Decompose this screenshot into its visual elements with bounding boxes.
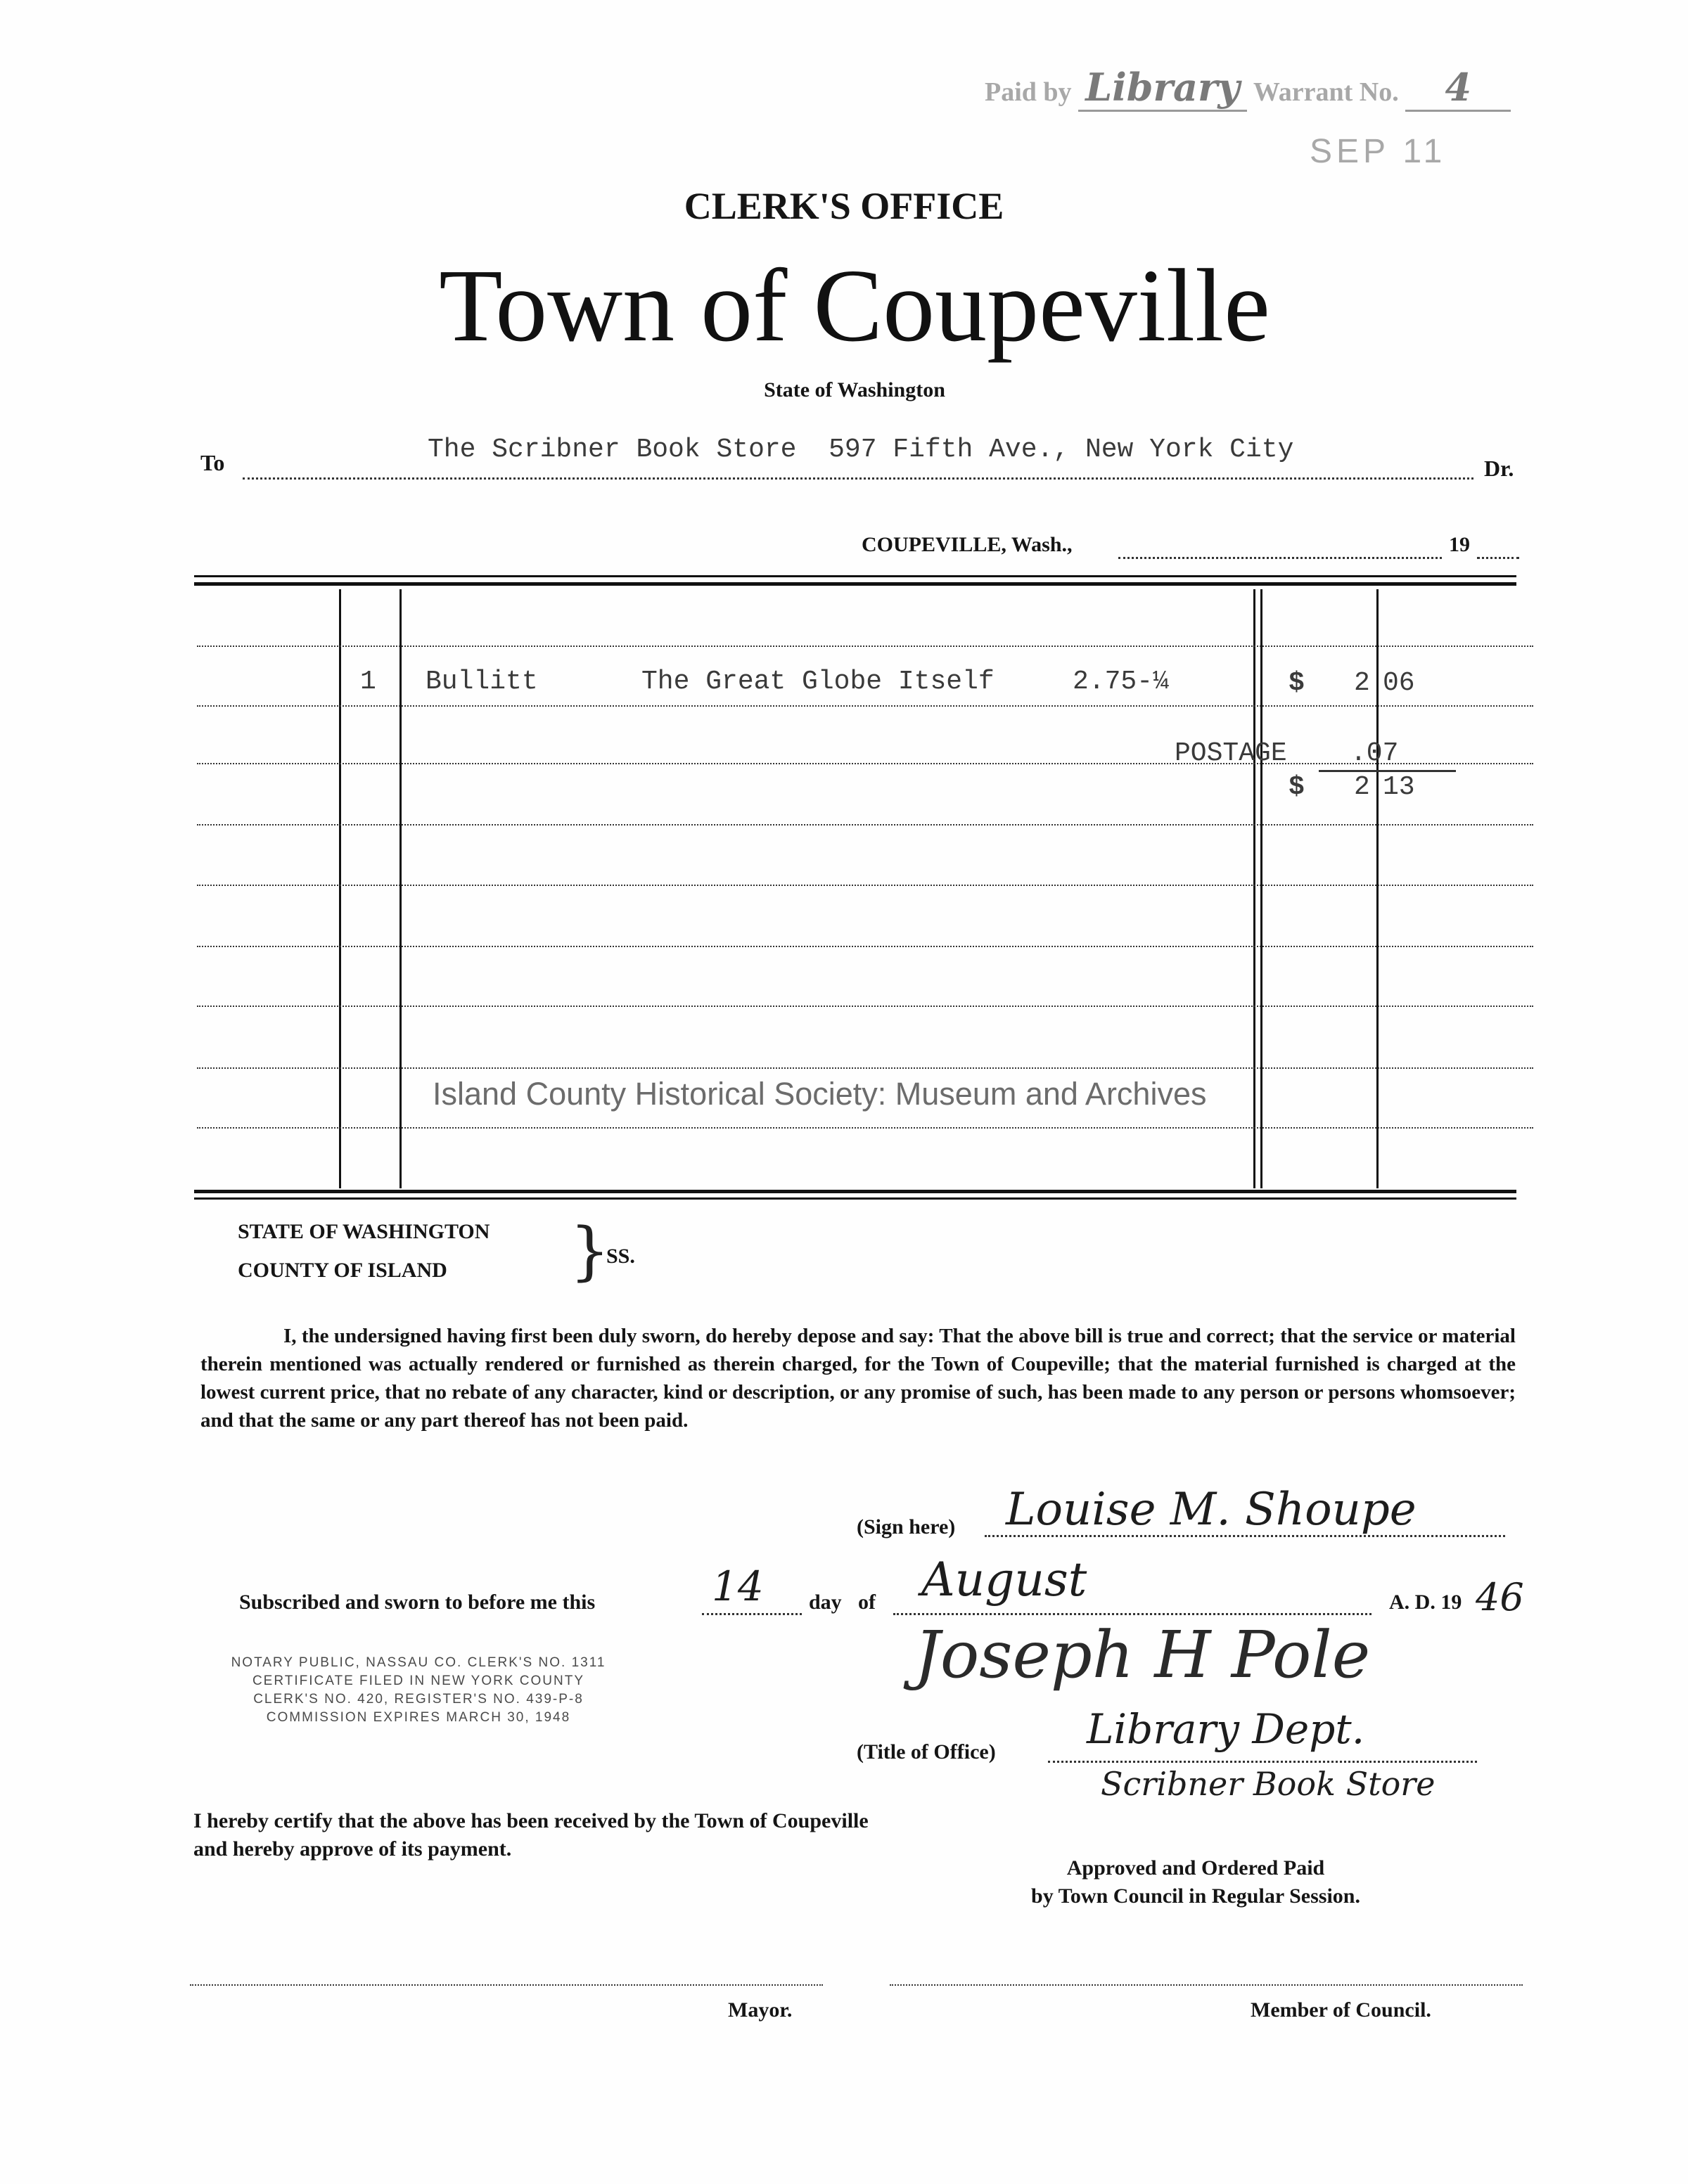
item-author: Bullitt [426, 667, 538, 697]
table-row-line [197, 1067, 1533, 1069]
sworn-ad-label: A. D. 19 [1389, 1591, 1462, 1614]
table-bottom-rule [194, 1190, 1516, 1193]
sworn-day: 14 [712, 1562, 764, 1610]
item-dollars: 2 [1354, 668, 1370, 698]
cents-column-divider [1376, 589, 1379, 1188]
year-prefix: 19 [1449, 533, 1470, 556]
dr-label: Dr. [1484, 456, 1514, 481]
description-column-divider [399, 589, 402, 1188]
year-line [1477, 529, 1519, 559]
table-row-line [197, 705, 1533, 707]
date-line [1118, 529, 1442, 559]
sworn-year: 46 [1476, 1575, 1524, 1619]
affidavit-text: I, the undersigned having first been duly sworn, do hereby depose and say: That the above bill is true and correct; that the service or material therein mentioned was actually rendered or furnished as therein charged, for the Town of Coupeville; that the material furnished is charged at the lowest current price, that no rebate of any character, kind or description, or any promise of such, has been made to any person or persons whomsoever; and that the same or any part thereof has not been paid. [200, 1325, 1516, 1432]
table-row-line [197, 824, 1533, 826]
postage-cents: .07 [1350, 738, 1399, 769]
item-price: 2.75-¼ [1073, 667, 1169, 697]
notary-line-1: NOTARY PUBLIC, NASSAU CO. CLERK'S NO. 1311 [231, 1655, 606, 1670]
notary-line-3: CLERK'S NO. 420, REGISTER'S NO. 439-P-8 [253, 1692, 584, 1707]
title-of-office-label: (Title of Office) [857, 1740, 996, 1764]
table-row-line [197, 1006, 1533, 1007]
table-row-line [197, 946, 1533, 947]
state-subtitle: State of Washington [764, 378, 945, 402]
table-top-rule [194, 575, 1516, 577]
certify-text: I hereby certify that the above has been received by the Town of Coupeville and hereby approve of its payment. [193, 1809, 869, 1861]
mayor-signature-line [190, 1984, 823, 1986]
item-currency: $ [1289, 668, 1305, 698]
table-top-rule-2 [194, 582, 1516, 586]
item-qty: 1 [360, 667, 376, 697]
payee-value: The Scribner Book Store 597 Fifth Ave., New York City [428, 435, 1294, 465]
sworn-day-label: day [809, 1591, 842, 1614]
paid-by-label: Paid by [985, 77, 1072, 107]
to-label: To [200, 450, 225, 475]
approved-line-1: Approved and Ordered Paid [1066, 1856, 1325, 1880]
item-title: The Great Globe Itself [641, 667, 995, 697]
affiant-signature: Louise M. Shoupe [1006, 1484, 1417, 1536]
venue-ss: SS. [606, 1245, 635, 1268]
sign-here-label: (Sign here) [857, 1515, 956, 1539]
council-label: Member of Council. [1251, 1998, 1431, 2022]
date-place: COUPEVILLE, Wash., [862, 533, 1073, 556]
total-currency: $ [1289, 772, 1305, 802]
approved-line-2: by Town Council in Regular Session. [1031, 1884, 1360, 1908]
venue-county: COUNTY OF ISLAND [238, 1259, 447, 1282]
warrant-label: Warrant No. [1253, 77, 1399, 107]
table-row-line [197, 645, 1533, 647]
amount-column-divider-2 [1260, 589, 1262, 1188]
sworn-month: August [921, 1553, 1087, 1607]
table-bottom-rule-2 [194, 1197, 1516, 1200]
archive-watermark: Island County Historical Society: Museum and Archives [433, 1076, 1207, 1112]
mayor-label: Mayor. [728, 1998, 793, 2022]
qty-column-divider [339, 589, 341, 1188]
total-cents: 13 [1383, 772, 1415, 802]
notary-line-4: COMMISSION EXPIRES MARCH 30, 1948 [266, 1710, 571, 1725]
venue-state: STATE OF WASHINGTON [238, 1220, 490, 1243]
venue-brace: } [570, 1214, 610, 1288]
notary-stamp [190, 1654, 647, 1727]
amount-column-divider [1253, 589, 1255, 1188]
clerks-office-heading: CLERK'S OFFICE [684, 185, 1004, 227]
paid-by-stamp [985, 65, 1511, 112]
table-row-line [197, 885, 1533, 886]
total-dollars: 2 [1354, 772, 1370, 802]
title-of-office-extra: Scribner Book Store [1101, 1765, 1436, 1803]
postage-label: POSTAGE [1175, 738, 1287, 769]
warrant-value: 4 [1405, 65, 1511, 112]
notary-line-2: CERTIFICATE FILED IN NEW YORK COUNTY [252, 1674, 585, 1688]
received-date-stamp: SEP 11 [1310, 133, 1447, 170]
table-row-line [197, 1127, 1533, 1129]
table-row-line [197, 763, 1533, 764]
sworn-of-label: of [858, 1591, 876, 1614]
item-cents: 06 [1383, 668, 1415, 698]
title-of-office-value: Library Dept. [1087, 1705, 1365, 1753]
paid-by-value: Library [1078, 65, 1247, 112]
notary-signature: Joseph H Pole [914, 1617, 1371, 1692]
sworn-prefix: Subscribed and sworn to before me this [239, 1591, 596, 1614]
town-title: Town of Coupeville [439, 248, 1270, 364]
council-signature-line [890, 1984, 1523, 1986]
